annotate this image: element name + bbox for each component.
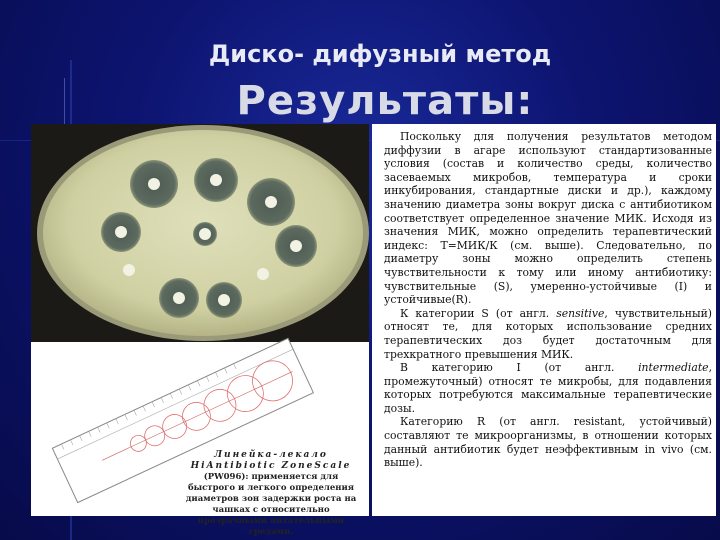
inhibition-zone bbox=[275, 225, 317, 267]
paragraph-2-italic: sensitive bbox=[556, 306, 605, 320]
paragraph-3 bbox=[384, 361, 712, 415]
petri-dish-photo bbox=[31, 124, 369, 342]
inhibition-zone bbox=[206, 282, 242, 318]
paragraph-3-italic: intermediate bbox=[638, 361, 709, 375]
inhibition-zone bbox=[101, 212, 141, 252]
inhibition-zone bbox=[193, 222, 217, 246]
inhibition-zone bbox=[159, 278, 199, 318]
antibiotic-disk bbox=[123, 264, 135, 276]
figure-panel bbox=[31, 124, 369, 537]
ruler-caption bbox=[181, 450, 361, 538]
inhibition-zone bbox=[247, 178, 295, 226]
paragraph-2-end: , чувствительный) относят те, для которых использование средних терапевтических доз будет достаточным для трехкратного превышения МИК. bbox=[384, 306, 712, 361]
petri-dish-image bbox=[31, 124, 369, 342]
slide-title: Диско- дифузный метод bbox=[208, 40, 552, 68]
ruler-caption-product: HiAntibiotic ZoneScale bbox=[190, 461, 352, 471]
text-body bbox=[384, 130, 712, 470]
antibiotic-disk bbox=[257, 268, 269, 280]
slide-subtitle: Результаты: bbox=[236, 78, 534, 124]
text-panel bbox=[372, 124, 716, 516]
inhibition-zone bbox=[130, 160, 178, 208]
paragraph-3-end: , промежуточный) относят те микробы, для подавления которых потребуются максимальные терапевтические дозы. bbox=[384, 361, 712, 415]
paragraph-2 bbox=[384, 307, 712, 361]
inhibition-zone bbox=[194, 158, 238, 202]
paragraph-3-start: В категорию I (от англ. bbox=[400, 361, 639, 375]
paragraph-2-start: К категории S (от англ. bbox=[400, 306, 557, 320]
paragraph-4: Категорию R (от англ. resistant, устойчивый) составляют те микроорганизмы, в отношении которых данный антибиотик будет неэффективным in vivo (см. выше). bbox=[384, 415, 712, 470]
paragraph-1: Поскольку для получения результатов методом диффузии в агаре используют стандартизованные условия (состав и количество среды, количество засеваемых микробов, температура и сроки инкубирования, стандартные диски и др.), каждому значению диаметра зоны вокруг диска с антибиотиком соответствует определенное значение МИК. Исходя из значения МИК, можно определить терапевтический индекс: Т=МИК/К (см. выше). Следовательно, по диаметру зоны можно определить степень чувствительности к тому или иному антибиотику: чувствительные (S), умеренно-устойчивые (I) и устойчивые(R). bbox=[384, 130, 712, 307]
ruler-caption-title: Линейка-лекало bbox=[214, 450, 328, 460]
ruler-caption-text: (PW096): применяется для быстрого и легкого определения диаметров зон задержки роста на чашках с относительно прозрачными питательными средами. bbox=[185, 472, 357, 537]
